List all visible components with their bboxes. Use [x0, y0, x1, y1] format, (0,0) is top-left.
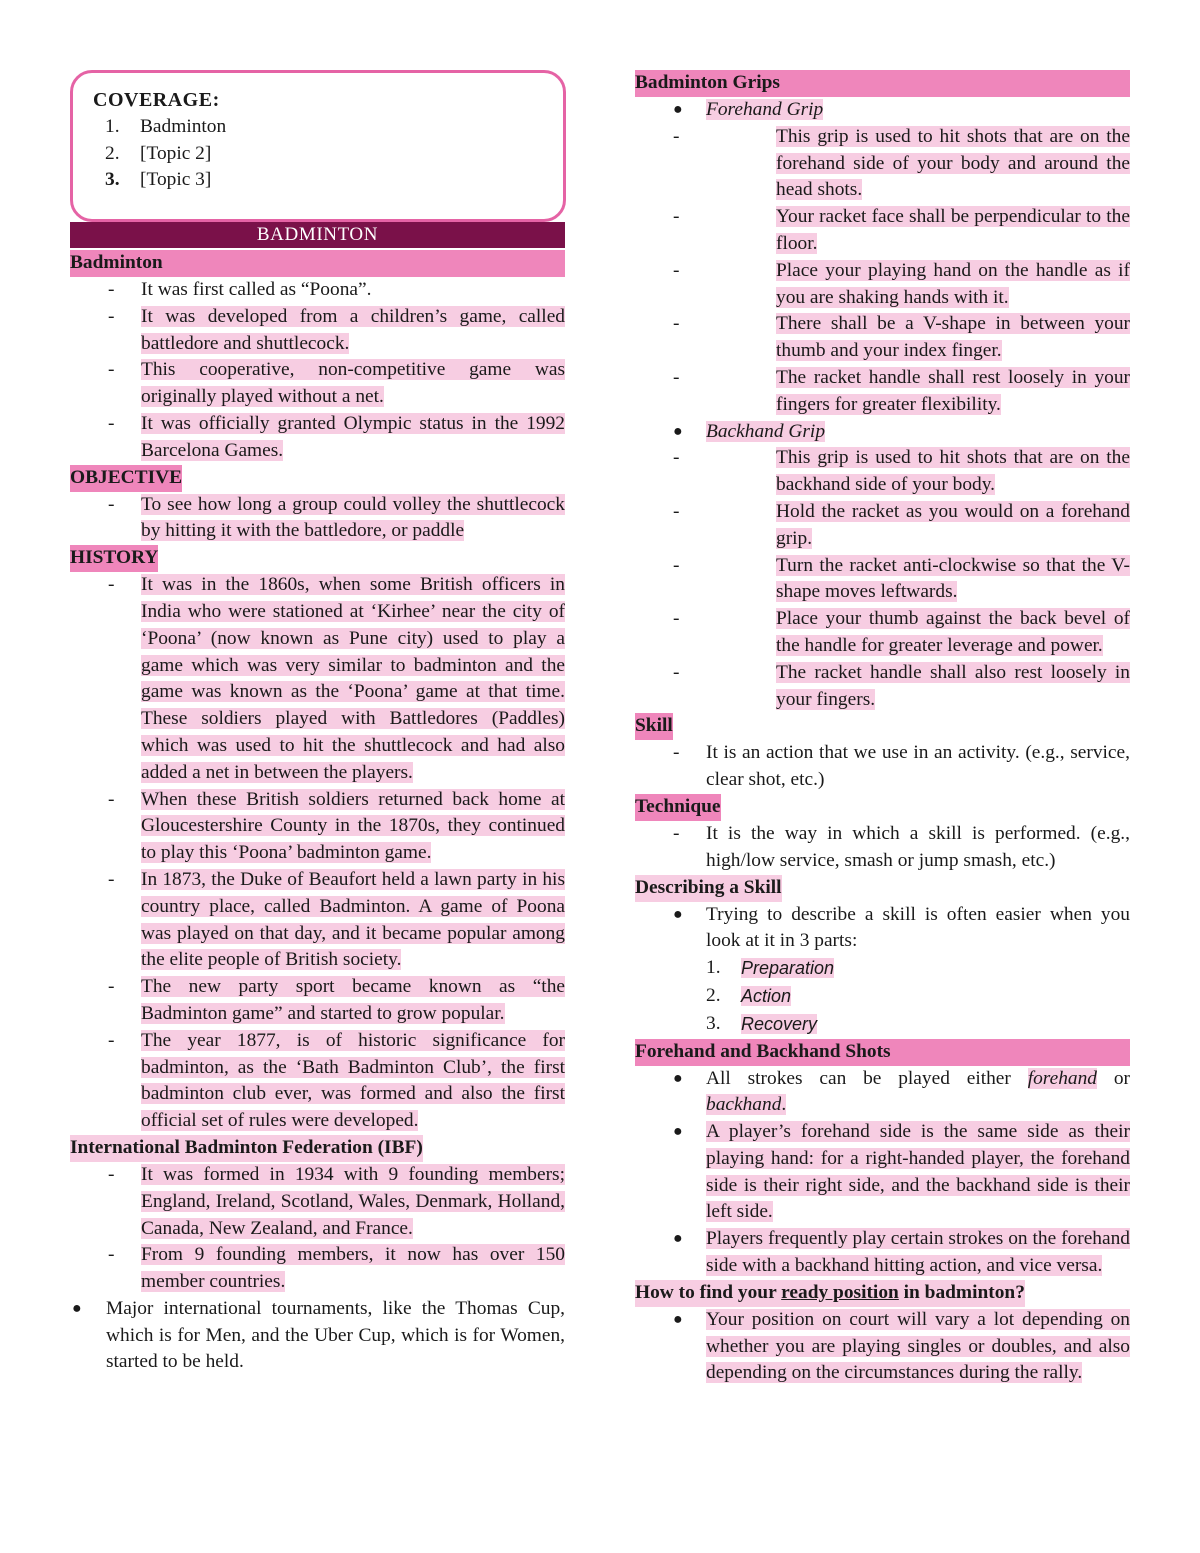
bullet-icon: ●: [673, 1069, 683, 1087]
objective-heading-row: [70, 465, 565, 492]
list-item: [635, 204, 1130, 258]
list-item: [70, 492, 565, 546]
list-item-text: All strokes can be played either: [706, 1067, 1028, 1089]
list-item-text: To see how long a group could volley the shuttlecock by hitting it with the battledore, or paddle: [141, 493, 565, 542]
coverage-num: 3.: [105, 169, 120, 191]
list-item-text: Your racket face shall be perpendicular to the floor.: [776, 206, 1130, 254]
describing-parts: [635, 955, 1130, 1038]
list-item: [635, 902, 1130, 956]
list-item: [635, 740, 1130, 794]
section-banner: BADMINTON: [70, 222, 565, 248]
backhand-grip-label: Backhand Grip: [706, 420, 826, 442]
part-label: Action: [741, 985, 792, 1006]
part-num: 3.: [706, 1012, 721, 1034]
list-item: [635, 365, 1130, 419]
bullet-icon: ●: [673, 905, 683, 923]
list-item-text: Your position on court will vary a lot depending on whether you are playing singles or doubles, and also depending on the circumstances during the rally.: [706, 1308, 1130, 1384]
list-item: [635, 553, 1130, 607]
technique-heading: Technique: [635, 794, 721, 821]
list-item-text: .: [781, 1094, 787, 1116]
list-item: [635, 606, 1130, 660]
list-item: [70, 572, 565, 786]
list-item: [70, 974, 565, 1028]
badminton-list: [70, 277, 565, 465]
describing-heading: Describing a Skill: [635, 875, 782, 902]
ready-heading-text: in badminton?: [898, 1281, 1025, 1303]
list-item-text: It was formed in 1934 with 9 founding members; England, Ireland, Scotland, Wales, Denmark, Holland, Canada, New Zealand, and France.: [141, 1163, 565, 1239]
list-item: [635, 1066, 1130, 1120]
part-label: Recovery: [741, 1013, 818, 1034]
ready-heading: [635, 1280, 1025, 1307]
list-item: [635, 499, 1130, 553]
ibf-heading-row: [70, 1135, 565, 1162]
list-item: [635, 311, 1130, 365]
list-item-text: It is the way in which a skill is performed. (e.g., high/low service, smash or jump smash, etc.): [706, 822, 1130, 871]
list-item-text: When these British soldiers returned back home at Gloucestershire County in the 1870s, they continued to play this ‘Poona’ badminton game.: [141, 788, 565, 864]
list-item-text: or: [1097, 1067, 1130, 1089]
list-item-text: Turn the racket anti-clockwise so that the V-shape moves leftwards.: [776, 554, 1130, 603]
list-item: [635, 445, 1130, 499]
coverage-label: [Topic 3]: [140, 169, 212, 191]
list-item-text: Place your thumb against the back bevel of the handle for greater leverage and power.: [776, 608, 1130, 656]
list-item: [70, 357, 565, 411]
coverage-item: [105, 141, 563, 168]
list-item: [635, 419, 1130, 714]
coverage-num: 1.: [105, 115, 120, 137]
list-item-text: The new party sport became known as “the Badminton game” and started to grow popular.: [141, 976, 565, 1024]
history-heading-row: [70, 545, 565, 572]
describing-list: [635, 902, 1130, 956]
list-item-text: There shall be a V-shape in between your thumb and your index finger.: [776, 313, 1130, 362]
list-item-text: The racket handle shall rest loosely in your fingers for greater flexibility.: [776, 366, 1130, 415]
list-item-text: Hold the racket as you would on a forehand grip.: [776, 500, 1130, 549]
list-item-text: It is an action that we use in an activity. (e.g., service, clear shot, etc.): [706, 742, 1130, 791]
right-column: [635, 70, 1130, 1387]
list-item: [70, 1242, 565, 1296]
ibf-list: [70, 1162, 565, 1296]
list-item: [635, 97, 1130, 419]
coverage-item: [105, 114, 563, 141]
skill-heading-row: [635, 713, 1130, 740]
ibf-bullet-list: [70, 1296, 565, 1376]
part-num: 1.: [706, 957, 721, 979]
list-item: [635, 660, 1130, 714]
history-list: [70, 572, 565, 1135]
grips-list: [635, 97, 1130, 713]
bullet-icon: ●: [673, 1310, 683, 1328]
coverage-box: [70, 70, 566, 222]
list-item: [70, 277, 565, 304]
describing-heading-row: [635, 875, 1130, 902]
emphasis-text: forehand: [1027, 1067, 1097, 1089]
bullet-icon: ●: [673, 1230, 683, 1248]
objective-heading: OBJECTIVE: [70, 465, 182, 492]
list-item-text: This cooperative, non-competitive game was originally played without a net.: [141, 359, 565, 408]
list-item: [635, 1119, 1130, 1226]
list-item-text: It was first called as “Poona”.: [141, 279, 372, 300]
bullet-icon: ●: [72, 1299, 82, 1317]
bullet-icon: ●: [673, 422, 683, 440]
list-item-text: The year 1877, is of historic significance for badminton, as the ‘Bath Badminton Club’, the first badminton club ever, was formed and also the first official set of rules were developed.: [141, 1029, 565, 1132]
list-item: [70, 867, 565, 974]
history-heading: HISTORY: [70, 545, 158, 572]
list-item: [70, 1296, 565, 1376]
coverage-num: 2.: [105, 142, 120, 164]
ready-heading-underlined: ready position: [781, 1281, 899, 1303]
ibf-heading: International Badminton Federation (IBF): [70, 1135, 423, 1162]
forehand-grip-label: Forehand Grip: [706, 99, 824, 120]
list-item-text: Place your playing hand on the handle as if you are shaking hands with it.: [776, 259, 1130, 308]
objective-list: [70, 492, 565, 546]
list-item: [70, 1028, 565, 1135]
skill-heading: Skill: [635, 713, 673, 740]
list-item: [635, 1226, 1130, 1280]
list-item-text: Trying to describe a skill is often easier when you look at it in 3 parts:: [706, 903, 1130, 952]
coverage-list: [105, 114, 563, 194]
grips-heading: Badminton Grips: [635, 70, 1130, 97]
badminton-heading: Badminton: [70, 250, 565, 277]
list-item: [70, 411, 565, 465]
list-item: [635, 258, 1130, 312]
backhand-grip-list: [635, 445, 1130, 713]
list-item: [635, 124, 1130, 204]
list-item: [635, 983, 1130, 1011]
coverage-item: [105, 167, 563, 194]
list-item-text: It was developed from a children’s game, called battledore and shuttlecock.: [141, 305, 565, 354]
coverage-label: Badminton: [140, 115, 227, 137]
ready-list: [635, 1307, 1130, 1387]
list-item: [635, 821, 1130, 875]
list-item: [70, 304, 565, 358]
list-item-text: Major international tournaments, like the Thomas Cup, which is for Men, and the Uber Cup, which is for Women, started to be held.: [106, 1297, 565, 1373]
part-num: 2.: [706, 984, 721, 1006]
bullet-icon: ●: [673, 1123, 683, 1141]
list-item: [635, 955, 1130, 983]
bullet-icon: ●: [673, 101, 683, 118]
shots-heading: Forehand and Backhand Shots: [635, 1039, 1130, 1066]
list-item-text: This grip is used to hit shots that are on the forehand side of your body and around the head shots.: [776, 125, 1130, 201]
list-item-text: Players frequently play certain strokes on the forehand side with a backhand hitting action, and vice versa.: [706, 1228, 1130, 1277]
skill-list: [635, 740, 1130, 794]
coverage-label: [Topic 2]: [140, 142, 212, 164]
technique-heading-row: [635, 794, 1130, 821]
list-item-text: This grip is used to hit shots that are on the backhand side of your body.: [776, 447, 1130, 496]
emphasis-text: backhand: [706, 1094, 782, 1116]
ready-heading-row: [635, 1280, 1130, 1307]
left-column: [70, 250, 565, 1376]
list-item-text: It was officially granted Olympic status in the 1992 Barcelona Games.: [141, 412, 565, 461]
list-item-text: It was in the 1860s, when some British officers in India who were stationed at ‘Kirhee’ near the city of ‘Poona’ (now known as Pune city) used to play a game which was very similar to badminton and the game was known as the ‘Poona’ game at that time. These soldiers played with Battledores (Paddles) which was used to hit the shuttlecock and had also added a net in between the players.: [141, 574, 565, 783]
list-item-text: The racket handle shall also rest loosely in your fingers.: [776, 661, 1130, 710]
list-item: [635, 1011, 1130, 1039]
shots-list: [635, 1066, 1130, 1280]
list-item-text: A player’s forehand side is the same side as their playing hand: for a right-handed player, the forehand side is their right side, and the backhand side is their left side.: [706, 1121, 1130, 1223]
list-item: [70, 787, 565, 867]
list-item: [70, 1162, 565, 1242]
technique-list: [635, 821, 1130, 875]
list-item: [635, 1307, 1130, 1387]
list-item-text: From 9 founding members, it now has over 150 member countries.: [141, 1244, 565, 1293]
coverage-title: COVERAGE:: [93, 89, 220, 111]
list-item-text: In 1873, the Duke of Beaufort held a lawn party in his country place, called Badminton. A game of Poona was played on that day, and it became popular among the elite people of British society.: [141, 868, 565, 971]
part-label: Preparation: [741, 958, 835, 979]
forehand-grip-list: [635, 124, 1130, 419]
ready-heading-text: How to find your: [635, 1281, 782, 1303]
